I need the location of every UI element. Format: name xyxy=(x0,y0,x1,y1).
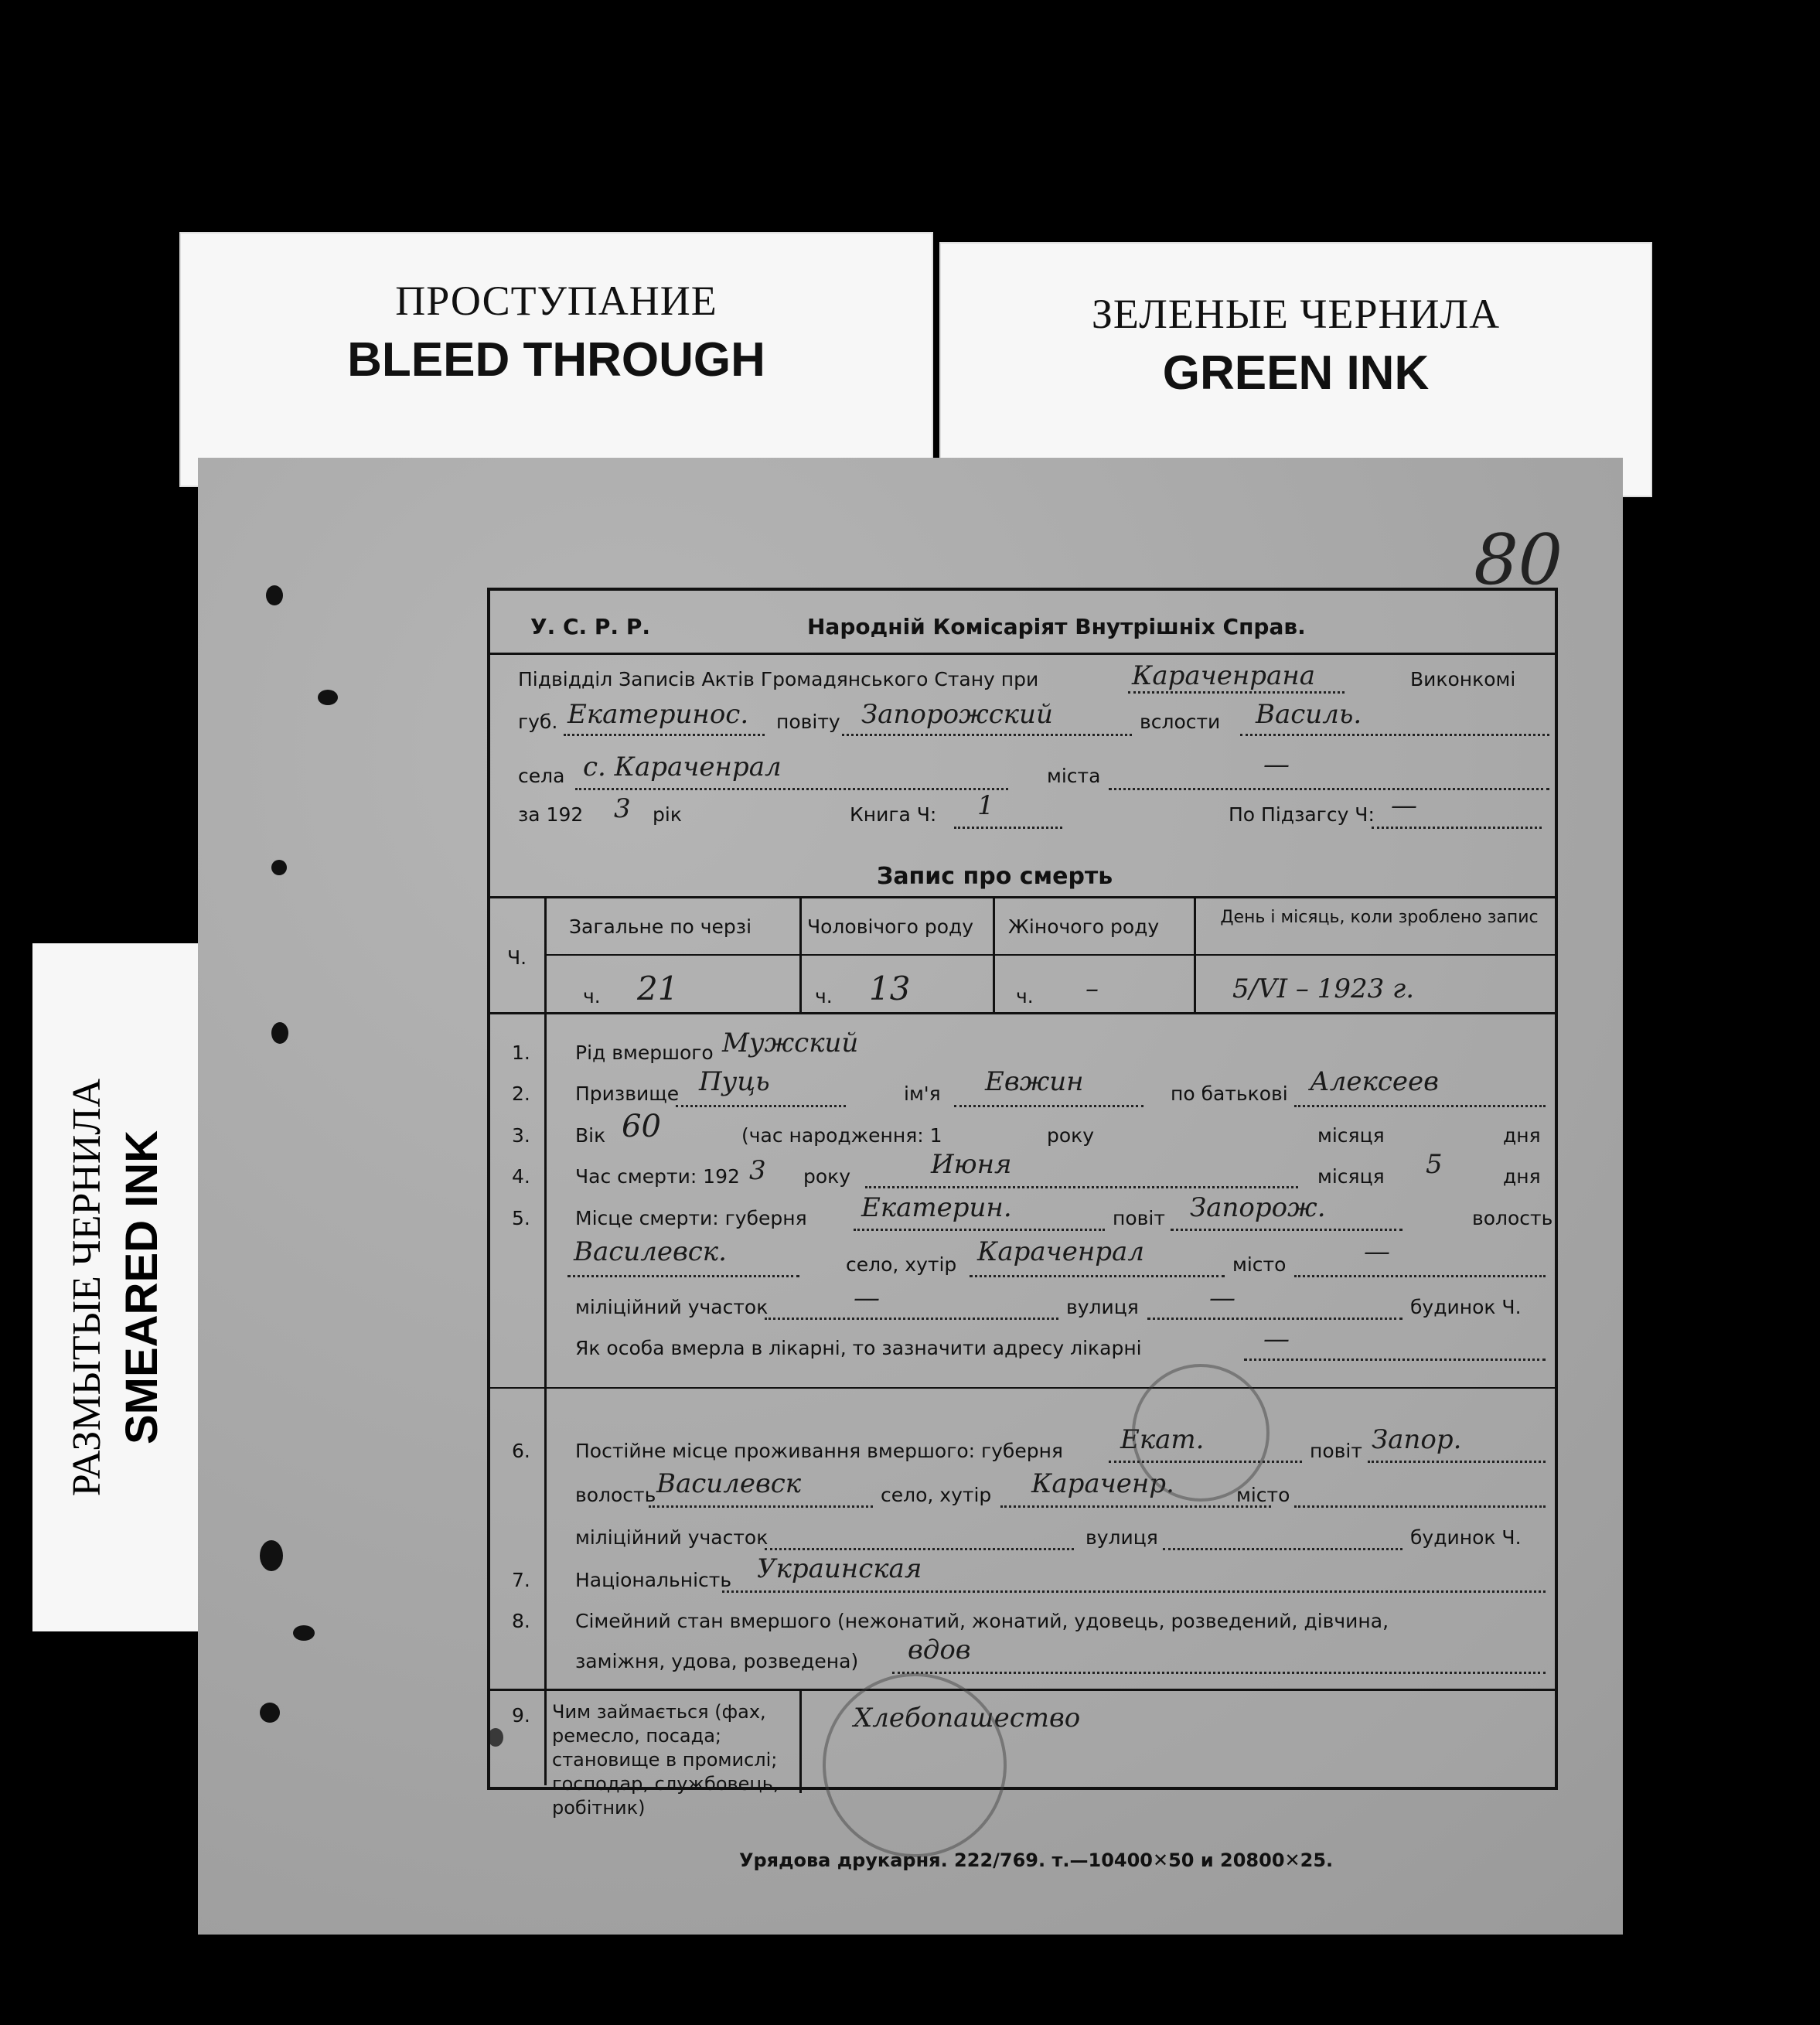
year-value: 3 xyxy=(614,793,631,824)
hospital-label: Як особа вмерла в лікарні, то зазначити адресу лікарні xyxy=(575,1337,1142,1359)
place-misto-value: — xyxy=(1364,1236,1390,1267)
green-ink-label-en: GREEN INK xyxy=(1162,346,1430,400)
nationality-value: Украинская xyxy=(757,1553,922,1584)
occupation-value: Хлебопашество xyxy=(854,1703,1081,1734)
punch-hole xyxy=(293,1625,315,1641)
mista-value: — xyxy=(1263,749,1290,780)
commissariat-title: Народній Комісаріят Внутрішніх Справ. xyxy=(807,614,1306,639)
militia-value: — xyxy=(854,1283,880,1314)
birth-month-label: місяця xyxy=(1317,1124,1385,1147)
patronymic-label: по батькові xyxy=(1171,1082,1288,1105)
subzags-label: По Підзагсу Ч: xyxy=(1229,803,1375,826)
volost-value: Василь. xyxy=(1256,699,1362,730)
col-female: Жіночого роду xyxy=(1008,915,1160,938)
res-volost-label: волость xyxy=(575,1484,656,1506)
mista-label: міста xyxy=(1047,765,1101,787)
punch-hole xyxy=(260,1540,283,1571)
patronymic-value: Алексеев xyxy=(1310,1066,1439,1097)
death-label: Час смерти: 192 xyxy=(575,1165,740,1188)
res-house-label: будинок Ч. xyxy=(1410,1526,1522,1549)
item-number: 3. xyxy=(512,1124,530,1147)
rid-label: Рід вмершого xyxy=(575,1041,714,1064)
book-label: Книга Ч: xyxy=(850,803,937,826)
year-label: за 192 xyxy=(518,803,584,826)
smeared-ink-label-en: SMEARED INK xyxy=(116,1130,167,1445)
item-number: 8. xyxy=(512,1610,530,1632)
col-male: Чоловічого роду xyxy=(807,915,974,938)
name-value: Евжин xyxy=(985,1066,1084,1097)
place-volost-label: волость xyxy=(1472,1207,1553,1229)
hospital-value: — xyxy=(1263,1324,1290,1355)
rid-value: Мужский xyxy=(722,1028,859,1059)
general-value: 21 xyxy=(637,970,679,1007)
col-ch: Ч. xyxy=(507,946,527,969)
occupation-label: Чим займається (фах, ремесло, посада; становище в промислі; господар, службовець, робітник) xyxy=(552,1701,779,1819)
col-date: День і місяць, коли зроблено запис xyxy=(1220,908,1539,927)
place-gub-value: Екатерин. xyxy=(861,1192,1012,1223)
residence-povit-label: повіт xyxy=(1310,1440,1362,1462)
volost-label: вслости xyxy=(1140,711,1221,733)
place-label: Місце смерти: губерня xyxy=(575,1207,807,1229)
item-number: 4. xyxy=(512,1165,530,1188)
res-misto-label: місто xyxy=(1236,1484,1290,1506)
smeared-ink-label xyxy=(32,943,199,1631)
militia-label: міліційний участок xyxy=(575,1296,769,1318)
faint-stamp xyxy=(1132,1364,1270,1502)
gub-label: губ. xyxy=(518,711,558,733)
house-label: будинок Ч. xyxy=(1410,1296,1522,1318)
family-label: Сімейний стан вмершого (нежонатий, жонатий, удовець, розведений, дівчина, xyxy=(575,1610,1389,1632)
street-value: — xyxy=(1209,1283,1235,1314)
date-value: 5/VI – 1923 г. xyxy=(1232,973,1415,1004)
place-selo-label: село, хутір xyxy=(846,1253,957,1276)
item-number: 7. xyxy=(512,1569,530,1591)
pencil-page-number: 80 xyxy=(1464,520,1571,601)
punch-hole xyxy=(260,1703,280,1723)
punch-hole xyxy=(318,690,338,705)
female-value: – xyxy=(1086,973,1099,1004)
death-year-label: року xyxy=(803,1165,851,1188)
birth-day-label: дня xyxy=(1503,1124,1541,1147)
death-month-label: місяця xyxy=(1317,1165,1385,1188)
selo-label: села xyxy=(518,765,565,787)
executive-label: Виконкомі xyxy=(1410,668,1516,690)
street-label: вулиця xyxy=(1066,1296,1139,1318)
death-record-document xyxy=(198,458,1623,1935)
subzags-value: — xyxy=(1391,790,1417,821)
record-form xyxy=(487,588,1558,1819)
punch-hole xyxy=(271,1022,288,1044)
residence-label: Постійне місце проживання вмершого: губерня xyxy=(575,1440,1063,1462)
res-selo-label: село, хутір xyxy=(881,1484,992,1506)
record-title: Запис про смерть xyxy=(877,863,1113,890)
punch-hole xyxy=(271,860,287,875)
surname-value: Пуць xyxy=(699,1066,770,1097)
place-selo-value: Караченрал xyxy=(977,1236,1144,1267)
surname-label: Призвище xyxy=(575,1082,680,1105)
col-general: Загальне по черзі xyxy=(569,915,752,938)
subdivision-value: Караченрана xyxy=(1132,660,1315,691)
family-label-2: заміжня, удова, розведена) xyxy=(575,1650,859,1672)
death-month-value: Июня xyxy=(931,1149,1012,1180)
bleed-through-label xyxy=(179,232,933,487)
male-prefix: ч. xyxy=(815,985,833,1007)
punch-hole xyxy=(266,585,283,605)
place-povit-value: Запорож. xyxy=(1190,1192,1326,1223)
selo-value: с. Караченрал xyxy=(583,752,782,782)
subdivision-label: Підвідділ Записів Актів Громадянського Стану при xyxy=(518,668,1039,690)
res-street-label: вулиця xyxy=(1086,1526,1158,1549)
death-day-value: 5 xyxy=(1426,1149,1443,1180)
res-selo-value: Караченр. xyxy=(1031,1468,1174,1499)
item-number: 5. xyxy=(512,1207,530,1229)
place-misto-label: місто xyxy=(1232,1253,1287,1276)
general-prefix: ч. xyxy=(583,985,601,1007)
nationality-label: Національність xyxy=(575,1569,732,1591)
death-day-label: дня xyxy=(1503,1165,1541,1188)
name-label: ім'я xyxy=(904,1082,941,1105)
res-militia-label: міліційний участок xyxy=(575,1526,769,1549)
smeared-ink-label-ru: РАЗМЫТЫЕ ЧЕРНИЛА xyxy=(64,1078,109,1497)
state-abbrev: У. С. Р. Р. xyxy=(530,614,650,639)
age-label: Вік xyxy=(575,1124,606,1147)
residence-gub-value: Екат. xyxy=(1120,1424,1205,1455)
birth-year-label: року xyxy=(1047,1124,1095,1147)
printer-imprint: Урядова друкарня. 222/769. т.—10400✕50 и 20800✕25. xyxy=(739,1849,1334,1871)
family-value: вдов xyxy=(908,1635,971,1665)
place-volost-value: Василевск. xyxy=(574,1236,727,1267)
residence-povit-value: Запор. xyxy=(1372,1424,1462,1455)
gub-value: Екатеринос. xyxy=(567,699,749,730)
item-number: 1. xyxy=(512,1041,530,1064)
green-ink-label-ru: ЗЕЛЕНЫЕ ЧЕРНИЛА xyxy=(1091,291,1501,337)
year-suffix: рік xyxy=(653,803,682,826)
female-prefix: ч. xyxy=(1016,985,1034,1007)
book-value: 1 xyxy=(977,790,994,821)
povit-label: повіту xyxy=(776,711,840,733)
faint-stamp xyxy=(823,1673,1007,1857)
item-number: 2. xyxy=(512,1082,530,1105)
age-value: 60 xyxy=(622,1109,661,1144)
povit-value: Запорожский xyxy=(861,699,1053,730)
birth-label: (час народження: 1 xyxy=(741,1124,942,1147)
res-volost-value: Василевск xyxy=(656,1468,802,1499)
bleed-through-label-en: BLEED THROUGH xyxy=(347,333,765,387)
item-number: 6. xyxy=(512,1440,530,1462)
male-value: 13 xyxy=(869,970,911,1007)
item-number: 9. xyxy=(512,1704,530,1727)
place-povit-label: повіт xyxy=(1113,1207,1165,1229)
bleed-through-label-ru: ПРОСТУПАНИЕ xyxy=(395,278,717,324)
death-year-value: 3 xyxy=(749,1155,766,1186)
